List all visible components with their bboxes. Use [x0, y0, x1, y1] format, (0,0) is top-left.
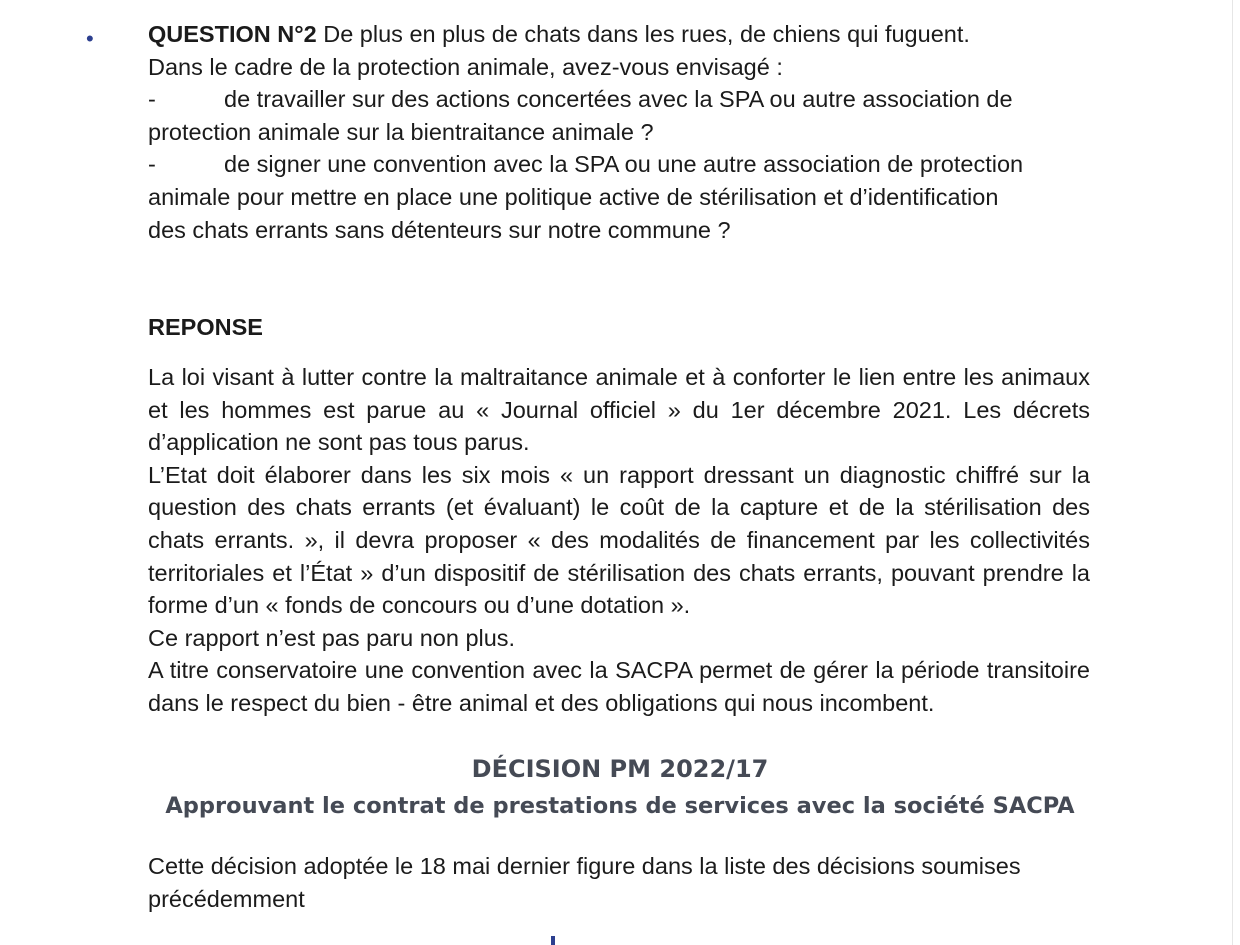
response-paragraph: Ce rapport n’est pas paru non plus.	[148, 624, 516, 651]
question-item-1-text: de travailler sur des actions concertées avec la SPA ou autre association de	[224, 86, 1013, 113]
bullet-marker: •	[86, 26, 94, 51]
response-paragraph: La loi visant à lutter contre la maltraitance animale et à conforter le lien entre les animaux et les hommes est parue au « Journal officiel » du 1er décembre 2021. Les décrets d’application ne sont pas tous parus.	[148, 364, 1090, 456]
decision-subtitle: Approuvant le contrat de prestations de services avec la société SACPA	[165, 793, 1075, 819]
dash-marker: -	[148, 151, 156, 178]
question-item-1	[148, 83, 1090, 116]
question-item-2-continuation-2: des chats errants sans détenteurs sur notre commune ?	[148, 216, 731, 243]
scan-edge-line	[1232, 0, 1233, 945]
question-item-2-text: de signer une convention avec la SPA ou une autre association de protection	[224, 151, 1024, 178]
question-intro-2: Dans le cadre de la protection animale, avez-vous envisagé :	[148, 53, 783, 80]
decision-text: Cette décision adoptée le 18 mai dernier figure dans la liste des décisions soumises précédemment	[148, 853, 1021, 912]
response-block	[148, 361, 1090, 720]
question-item-2	[148, 148, 1090, 181]
response-heading: REPONSE	[148, 314, 263, 340]
question-label: QUESTION N°2	[148, 21, 317, 47]
response-paragraph: L’Etat doit élaborer dans les six mois « un rapport dressant un diagnostic chiffré sur la question des chats errants (et évaluant) le coût de la capture et de la stérilisation des chats errants. », il devra proposer « des modalités de financement par les collectivités territoriales et l’État » d’un dispositif de stérilisation des chats errants, pouvant prendre la forme d’un « fonds de concours ou d’une dotation ».	[148, 461, 1090, 619]
question-line-1	[148, 18, 1090, 51]
scan-artifact-mark	[551, 936, 555, 945]
response-paragraph: A titre conservatoire une convention avec la SACPA permet de gérer la période transitoire dans le respect du bien - être animal et des obligations qui nous incombent.	[148, 657, 1090, 716]
question-block	[148, 18, 1090, 246]
question-item-2-continuation-1: animale pour mettre en place une politique active de stérilisation et d’identification	[148, 183, 999, 210]
dash-marker: -	[148, 86, 156, 113]
question-intro-1: De plus en plus de chats dans les rues, de chiens qui fuguent.	[316, 21, 970, 47]
decision-title: DÉCISION PM 2022/17	[471, 755, 769, 783]
question-item-1-continuation: protection animale sur la bientraitance animale ?	[148, 118, 654, 145]
